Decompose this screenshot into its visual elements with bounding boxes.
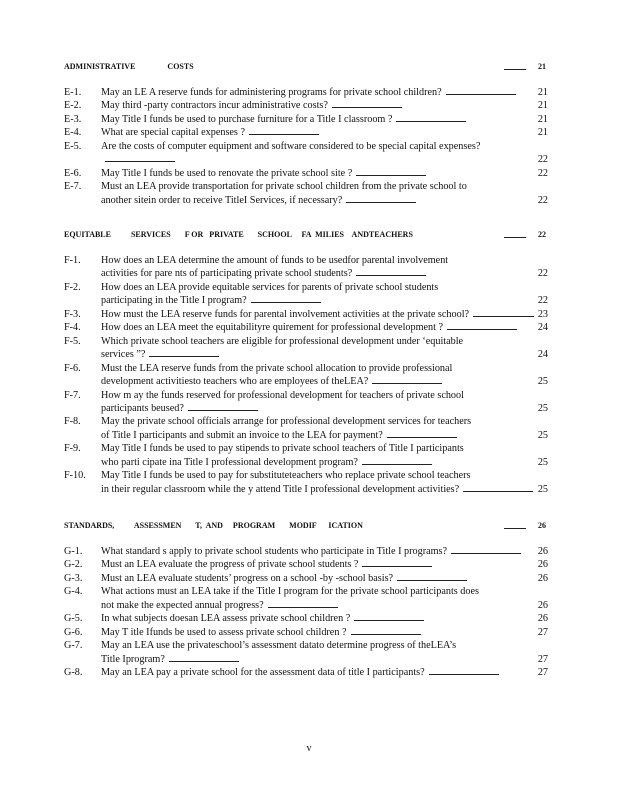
entry-text	[101, 572, 534, 585]
entry-text	[101, 402, 534, 415]
entry-question: Must an LEA evaluate the progress of private school students ?	[101, 559, 359, 571]
entry-question: not make the expected annual progress?	[101, 599, 264, 611]
entry-text	[101, 666, 534, 679]
entry-page-number: 22	[537, 194, 548, 206]
entry-text	[101, 585, 534, 598]
entry-question: of Title I participants and submit an invoice to the LEA for payment?	[101, 429, 383, 441]
entry-question: May Title I funds be used to renovate the private school site ?	[101, 167, 353, 179]
entry-text	[101, 321, 534, 334]
entry-id: E-1.	[64, 87, 82, 98]
entry-question: Must an LEA provide transportation for private school children from the private school to	[101, 181, 467, 193]
entry-text	[101, 469, 534, 482]
entry-id: E-4.	[64, 127, 82, 139]
entry-question: activities for pare nts of participating private school students?	[101, 268, 353, 280]
entry-text	[101, 389, 534, 402]
entry-text	[101, 348, 534, 361]
entry-text	[101, 612, 534, 625]
leader-line	[105, 153, 175, 162]
entry-question: How does an LEA meet the equitabilityre quirement for professional development ?	[101, 322, 444, 334]
entry-id: F-8.	[64, 416, 81, 428]
entry-page-number: 27	[537, 653, 548, 665]
entry-question: In what subjects doesan LEA assess private school children ?	[101, 613, 351, 625]
leader-line	[463, 483, 533, 492]
entry-text	[101, 99, 534, 112]
leader-line	[362, 558, 432, 567]
entry-text	[101, 483, 534, 496]
entry-question: another sitein order to receive TitleI Services, if necessary?	[101, 194, 343, 206]
entry-page-number: 27	[537, 667, 548, 679]
entry-question: May Title I funds be used to pay for substituteteachers who replace private school teachers	[101, 470, 471, 482]
entry-page-number: 26	[537, 572, 548, 584]
entry-question: May an LEA use the privateschool’s assessment datato determine progress of theLEA’s	[101, 640, 457, 652]
entry-text	[101, 267, 534, 280]
entry-question: What standard s apply to private school students who participate in Title I programs?	[101, 546, 448, 557]
entry-page-number: 27	[537, 626, 548, 638]
entry-text	[101, 254, 534, 267]
entry-page-number: 26	[537, 613, 548, 625]
entry-id: E-7.	[64, 181, 82, 193]
entry-text	[101, 626, 534, 639]
entry-id: G-4.	[64, 586, 83, 598]
entry-question: Which private school teachers are eligible for professional development under ‘equitable	[101, 335, 464, 347]
entry-text	[101, 653, 534, 666]
entry-id: E-5.	[64, 140, 82, 152]
leader-line	[447, 321, 517, 330]
leader-line	[346, 194, 416, 203]
entry-text	[101, 335, 534, 348]
page-number: v	[306, 743, 312, 754]
entry-text	[101, 308, 534, 321]
entry-page-number: 21	[537, 100, 548, 112]
entry-text	[101, 167, 534, 180]
entry-text	[101, 429, 534, 442]
entry-question: participants beused?	[101, 402, 184, 414]
leader-line	[446, 86, 516, 95]
leader-line	[429, 666, 499, 675]
entry-id: F-9.	[64, 443, 81, 455]
entry-id: G-6.	[64, 626, 83, 638]
leader-line	[249, 126, 319, 135]
entry-page-number: 26	[537, 559, 548, 571]
entry-id: F-10.	[64, 470, 86, 482]
leader-line	[372, 375, 442, 384]
entry-question: participating in the Title I program?	[101, 295, 247, 307]
entry-text	[101, 639, 534, 652]
entry-id: F-7.	[64, 389, 81, 401]
entry-page-number: 26	[537, 546, 548, 557]
leader-line	[188, 402, 258, 411]
entry-question: How does an LEA provide equitable services for parents of private school students	[101, 281, 439, 293]
entry-page-number: 24	[537, 349, 548, 361]
entry-question: services ”?	[101, 349, 146, 361]
leader-line	[356, 267, 426, 276]
entry-question: How must the LEA reserve funds for parental involvement activities at the private school?	[101, 308, 470, 320]
entry-text	[101, 194, 534, 207]
entry-id: G-2.	[64, 559, 83, 571]
leader-line	[251, 294, 321, 303]
entry-question: who parti cipate ina Title I professional development program?	[101, 456, 358, 468]
entry-question: Are the costs of computer equipment and software considered to be special capital expenses?	[101, 140, 481, 152]
entry-id: F-3.	[64, 308, 81, 320]
entry-text	[101, 415, 534, 428]
entry-page-number: 25	[537, 456, 548, 468]
leader-line	[504, 528, 526, 529]
entry-question: May the private school officials arrange for professional development services for teachers	[101, 416, 472, 428]
entry-id: G-5.	[64, 613, 83, 625]
section-title: ADMINISTRATIVE COSTS	[64, 62, 194, 71]
entry-id: E-6.	[64, 167, 82, 179]
leader-line	[351, 626, 421, 635]
leader-line	[362, 456, 432, 465]
entry-question: May T itle Ifunds be used to assess private school children ?	[101, 626, 347, 638]
section-title: EQUITABLE SERVICES F OR PRIVATE SCHOOL FA MILIES ANDTEACHERS	[64, 230, 413, 239]
leader-line	[451, 545, 521, 554]
entry-page-number: 21	[537, 113, 548, 125]
leader-line	[504, 237, 526, 238]
entry-page-number: 24	[537, 322, 548, 334]
entry-question: Must an LEA evaluate students’ progress on a school -by -school basis?	[101, 572, 394, 584]
entry-page-number: 21	[537, 87, 548, 98]
leader-line	[356, 167, 426, 176]
leader-line	[354, 612, 424, 621]
entry-question: May an LE A reserve funds for administering programs for private school children?	[101, 87, 442, 98]
entry-text	[101, 599, 534, 612]
entry-id: G-1.	[64, 546, 83, 557]
entry-page-number: 22	[537, 167, 548, 179]
leader-line	[169, 653, 239, 662]
entry-text	[101, 281, 534, 294]
entry-id: E-2.	[64, 100, 82, 112]
entry-text	[101, 545, 534, 558]
entry-page-number: 23	[537, 308, 548, 320]
entry-id: G-8.	[64, 667, 83, 679]
entry-text	[101, 153, 534, 166]
leader-line	[332, 99, 402, 108]
entry-text	[101, 456, 534, 469]
entry-question: May Title I funds be used to purchase furniture for a Title I classroom ?	[101, 113, 393, 125]
entry-page-number: 22	[537, 268, 548, 280]
leader-line	[387, 429, 457, 438]
entry-page-number: 25	[537, 402, 548, 414]
entry-id: F-5.	[64, 335, 81, 347]
entry-page-number: 25	[537, 429, 548, 441]
entry-question: Must the LEA reserve funds from the private school allocation to provide professional	[101, 362, 453, 374]
leader-line	[504, 69, 526, 70]
entry-page-number: 22	[537, 154, 548, 166]
entry-question: Title Iprogram?	[101, 653, 165, 665]
entry-page-number: 22	[537, 295, 548, 307]
leader-line	[268, 599, 338, 608]
entry-id: E-3.	[64, 113, 82, 125]
entry-question: How m ay the funds reserved for professional development for teachers of private school	[101, 389, 464, 401]
section-page-number: 26	[538, 521, 546, 530]
entry-text	[101, 126, 534, 139]
entry-text	[101, 558, 534, 571]
entry-text	[101, 140, 534, 153]
entry-id: F-4.	[64, 322, 81, 334]
section-page-number: 22	[538, 230, 546, 239]
entry-question: May third -party contractors incur administrative costs?	[101, 100, 328, 112]
entry-text	[101, 180, 534, 193]
leader-line	[397, 572, 467, 581]
section-title: STANDARDS, ASSESSMEN T, AND PROGRAM MODIF ICATION	[64, 521, 363, 530]
entry-question: May Title I funds be used to pay stipends to private school teachers of Title I participants	[101, 443, 464, 455]
entry-page-number: 26	[537, 599, 548, 611]
entry-question: What are special capital expenses ?	[101, 127, 245, 139]
entry-id: F-6.	[64, 362, 81, 374]
entry-text	[101, 442, 534, 455]
entry-page-number: 21	[537, 127, 548, 139]
entry-text	[101, 113, 534, 126]
entry-id: F-1.	[64, 255, 81, 266]
entry-question: What actions must an LEA take if the Title I program for the private school participants does	[101, 586, 479, 598]
entry-question: May an LEA pay a private school for the assessment data of title I participants?	[101, 667, 425, 679]
entry-text	[101, 375, 534, 388]
leader-line	[396, 113, 466, 122]
entry-id: F-2.	[64, 281, 81, 293]
entry-id: G-7.	[64, 640, 83, 652]
entry-id: G-3.	[64, 572, 83, 584]
leader-line	[473, 308, 534, 317]
entry-page-number: 25	[537, 483, 548, 495]
entry-text	[101, 362, 534, 375]
entry-question: How does an LEA determine the amount of funds to be usedfor parental involvement	[101, 255, 449, 266]
entry-text	[101, 86, 534, 99]
entry-page-number: 25	[537, 376, 548, 388]
leader-line	[149, 348, 219, 357]
entry-text	[101, 294, 534, 307]
entry-question: development activitiesto teachers who are employees of theLEA?	[101, 376, 369, 388]
entry-question: in their regular classroom while the y attend Title I professional development activities?	[101, 483, 460, 495]
section-page-number: 21	[538, 62, 546, 71]
